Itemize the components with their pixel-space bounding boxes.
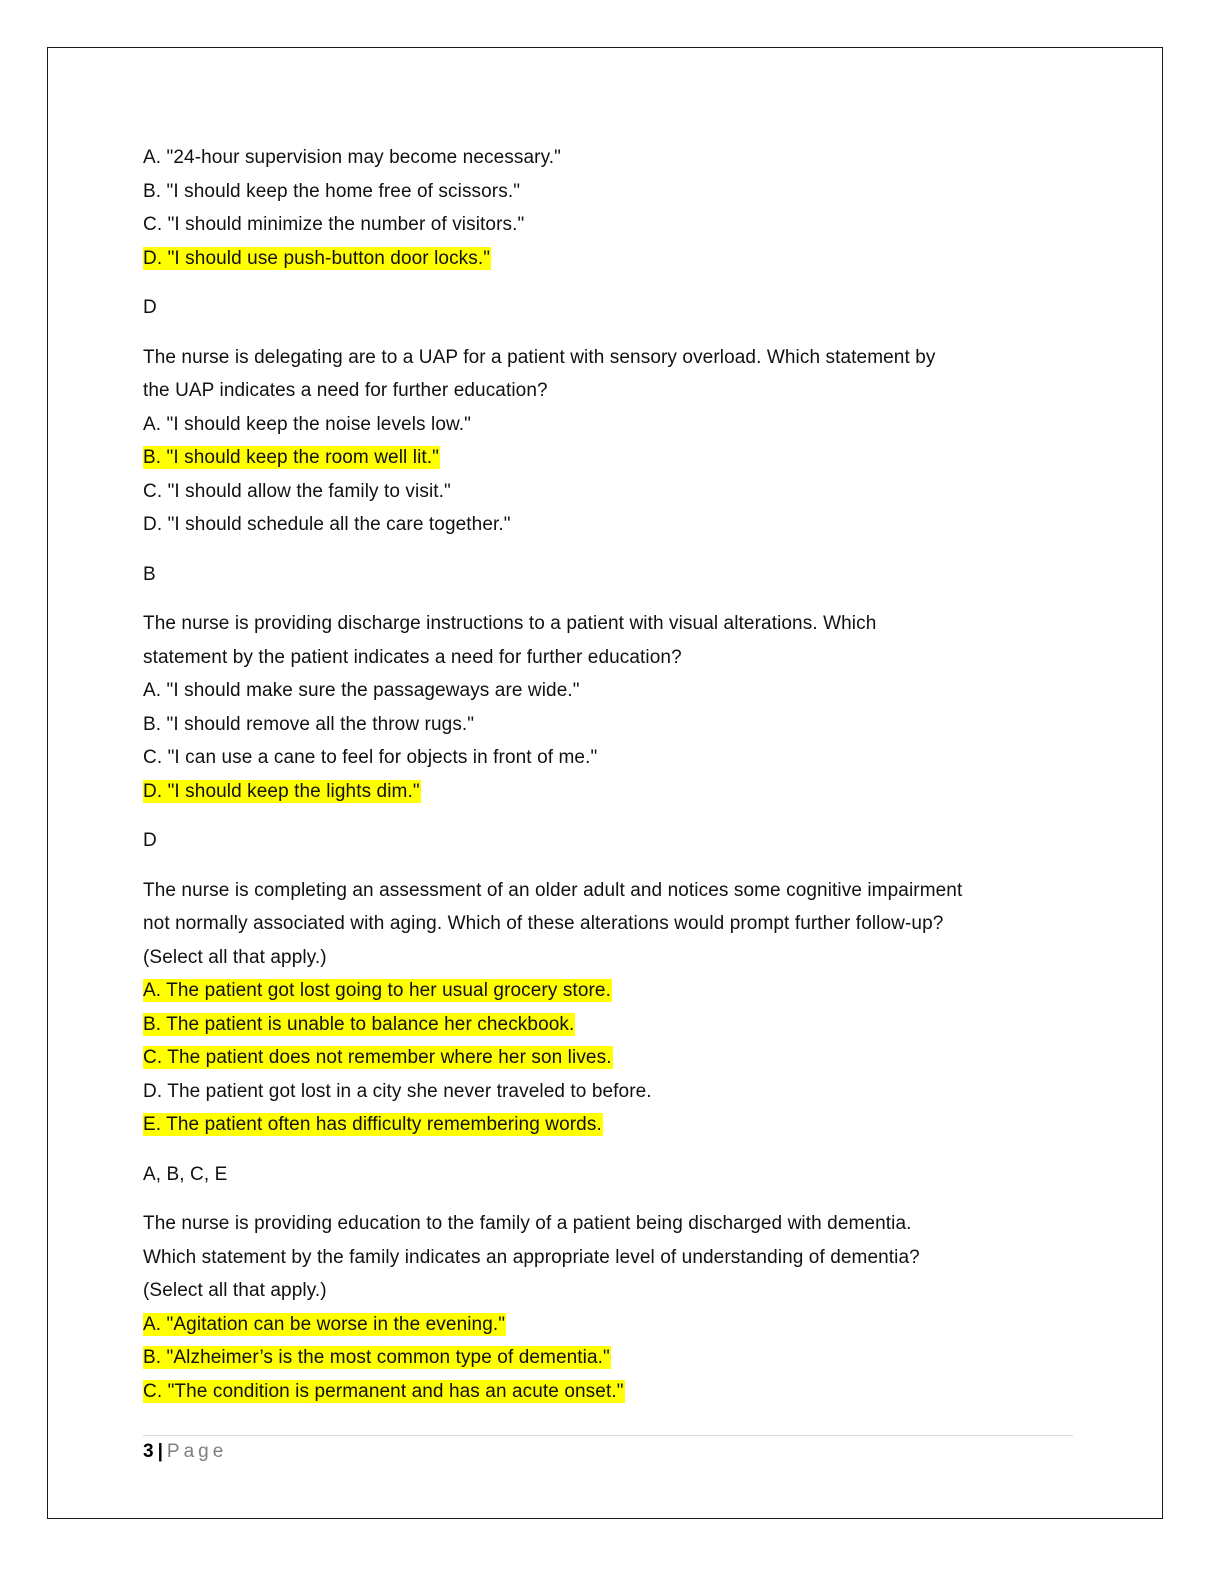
- question-stem-line: not normally associated with aging. Which of these alterations would prompt further follow-up?: [143, 913, 944, 934]
- question-stem-line: Which statement by the family indicates an appropriate level of understanding of dementia?: [143, 1246, 920, 1268]
- page-footer: [143, 1441, 227, 1463]
- option-d: D. "I should schedule all the care together.": [143, 514, 511, 535]
- option-a: A. "I should keep the noise levels low.": [143, 413, 472, 435]
- option-b-highlighted: B. The patient is unable to balance her checkbook.: [143, 1013, 575, 1035]
- option-b: B. "I should keep the home free of scissors.": [143, 180, 521, 202]
- question-stem-line: (Select all that apply.): [143, 1280, 327, 1301]
- option-c: C. "I can use a cane to feel for objects in front of me.": [143, 747, 598, 768]
- option-c-highlighted: C. "The condition is permanent and has an acute onset.": [143, 1380, 624, 1402]
- question-stem-line: The nurse is providing discharge instructions to a patient with visual alterations. Which: [143, 613, 877, 634]
- question-block: [143, 874, 1078, 1142]
- option-c: C. "I should allow the family to visit.": [143, 480, 451, 502]
- option-c-highlighted: C. The patient does not remember where her son lives.: [143, 1047, 612, 1068]
- answer-key: A, B, C, E: [143, 1163, 228, 1185]
- option-a: A. "24-hour supervision may become necessary.": [143, 147, 561, 168]
- option-c: C. "I should minimize the number of visitors.": [143, 214, 525, 235]
- question-stem-line: the UAP indicates a need for further education?: [143, 380, 548, 401]
- document-body: [143, 141, 1078, 1408]
- question-block: [143, 141, 1078, 275]
- footer-divider: [143, 1435, 1073, 1436]
- question-block: [143, 341, 1078, 542]
- question-stem-line: The nurse is completing an assessment of an older adult and notices some cognitive impairment: [143, 879, 963, 901]
- option-b: B. "I should remove all the throw rugs.": [143, 713, 475, 735]
- option-d-highlighted: D. "I should keep the lights dim.": [143, 780, 420, 802]
- answer-key: D: [143, 830, 157, 851]
- option-b-highlighted: B. "Alzheimer’s is the most common type of dementia.": [143, 1347, 610, 1368]
- option-a: A. "I should make sure the passageways are wide.": [143, 680, 580, 701]
- answer-key: D: [143, 297, 157, 318]
- question-stem-line: statement by the patient indicates a need for further education?: [143, 646, 682, 668]
- page-label: Page: [166, 1441, 228, 1462]
- question-stem-line: The nurse is delegating are to a UAP for a patient with sensory overload. Which statement by: [143, 346, 936, 368]
- option-d-highlighted: D. "I should use push-button door locks.": [143, 247, 491, 269]
- page-number: 3: [143, 1441, 154, 1462]
- answer-key: B: [143, 563, 156, 585]
- question-stem-line: (Select all that apply.): [143, 946, 327, 968]
- option-a-highlighted: A. The patient got lost going to her usual grocery store.: [143, 980, 611, 1001]
- question-stem-line: The nurse is providing education to the family of a patient being discharged with dementia.: [143, 1213, 912, 1234]
- option-e-highlighted: E. The patient often has difficulty remembering words.: [143, 1114, 602, 1135]
- option-b-highlighted: B. "I should keep the room well lit.": [143, 447, 439, 468]
- footer-separator: |: [157, 1441, 163, 1462]
- question-block: [143, 607, 1078, 808]
- question-block: [143, 1207, 1078, 1408]
- option-a-highlighted: A. "Agitation can be worse in the evening.": [143, 1313, 506, 1335]
- option-d: D. The patient got lost in a city she never traveled to before.: [143, 1080, 652, 1102]
